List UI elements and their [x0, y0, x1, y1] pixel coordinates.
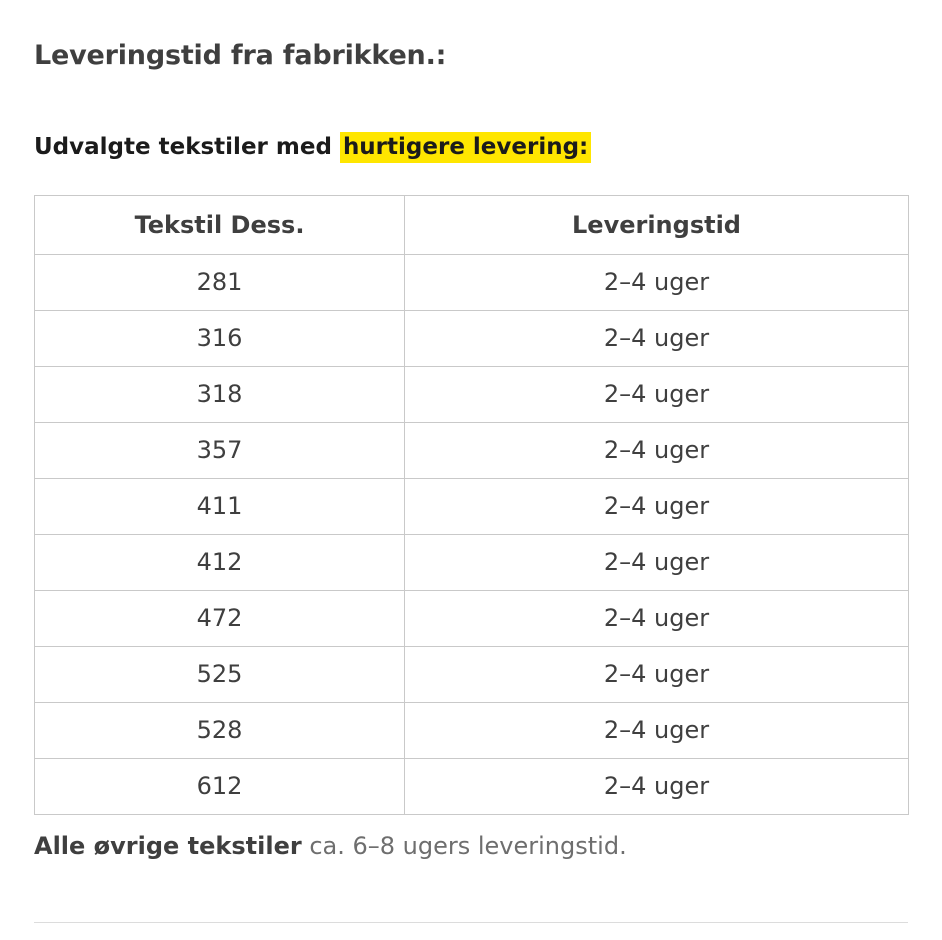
cell-delivery: 2–4 uger: [405, 534, 909, 590]
table-row: [35, 758, 909, 814]
section-subtitle: [34, 134, 908, 162]
delivery-time-table: [34, 195, 909, 815]
page-title: Leveringstid fra fabrikken.:: [34, 40, 447, 71]
cell-textile: 357: [35, 422, 405, 478]
cell-delivery: 2–4 uger: [405, 758, 909, 814]
cell-textile: 316: [35, 310, 405, 366]
footnote: [34, 831, 908, 861]
table-row: [35, 590, 909, 646]
cell-delivery: 2–4 uger: [405, 646, 909, 702]
cell-delivery: 2–4 uger: [405, 422, 909, 478]
cell-textile: 411: [35, 478, 405, 534]
cell-delivery: 2–4 uger: [405, 254, 909, 310]
cell-delivery: 2–4 uger: [405, 702, 909, 758]
cell-textile: 472: [35, 590, 405, 646]
table-row: [35, 478, 909, 534]
cell-delivery: 2–4 uger: [405, 366, 909, 422]
bottom-divider: [34, 922, 908, 923]
cell-delivery: 2–4 uger: [405, 590, 909, 646]
cell-textile: 318: [35, 366, 405, 422]
cell-textile: 281: [35, 254, 405, 310]
table-row: [35, 702, 909, 758]
footnote-bold-part: Alle øvrige tekstiler: [34, 831, 302, 860]
table-row: [35, 254, 909, 310]
column-header-delivery: Leveringstid: [405, 195, 909, 254]
cell-delivery: 2–4 uger: [405, 478, 909, 534]
cell-textile: 412: [35, 534, 405, 590]
table-row: [35, 646, 909, 702]
column-header-textile: Tekstil Dess.: [35, 195, 405, 254]
table-row: [35, 534, 909, 590]
table-header-row: [35, 195, 909, 254]
cell-textile: 528: [35, 702, 405, 758]
table-row: [35, 422, 909, 478]
cell-textile: 612: [35, 758, 405, 814]
subtitle-highlight: hurtigere levering:: [340, 132, 591, 163]
table-row: [35, 310, 909, 366]
subtitle-prefix: Udvalgte tekstiler med: [34, 134, 340, 161]
cell-delivery: 2–4 uger: [405, 310, 909, 366]
table-row: [35, 366, 909, 422]
cell-textile: 525: [35, 646, 405, 702]
footnote-text-part: ca. 6–8 ugers leveringstid.: [301, 831, 627, 860]
